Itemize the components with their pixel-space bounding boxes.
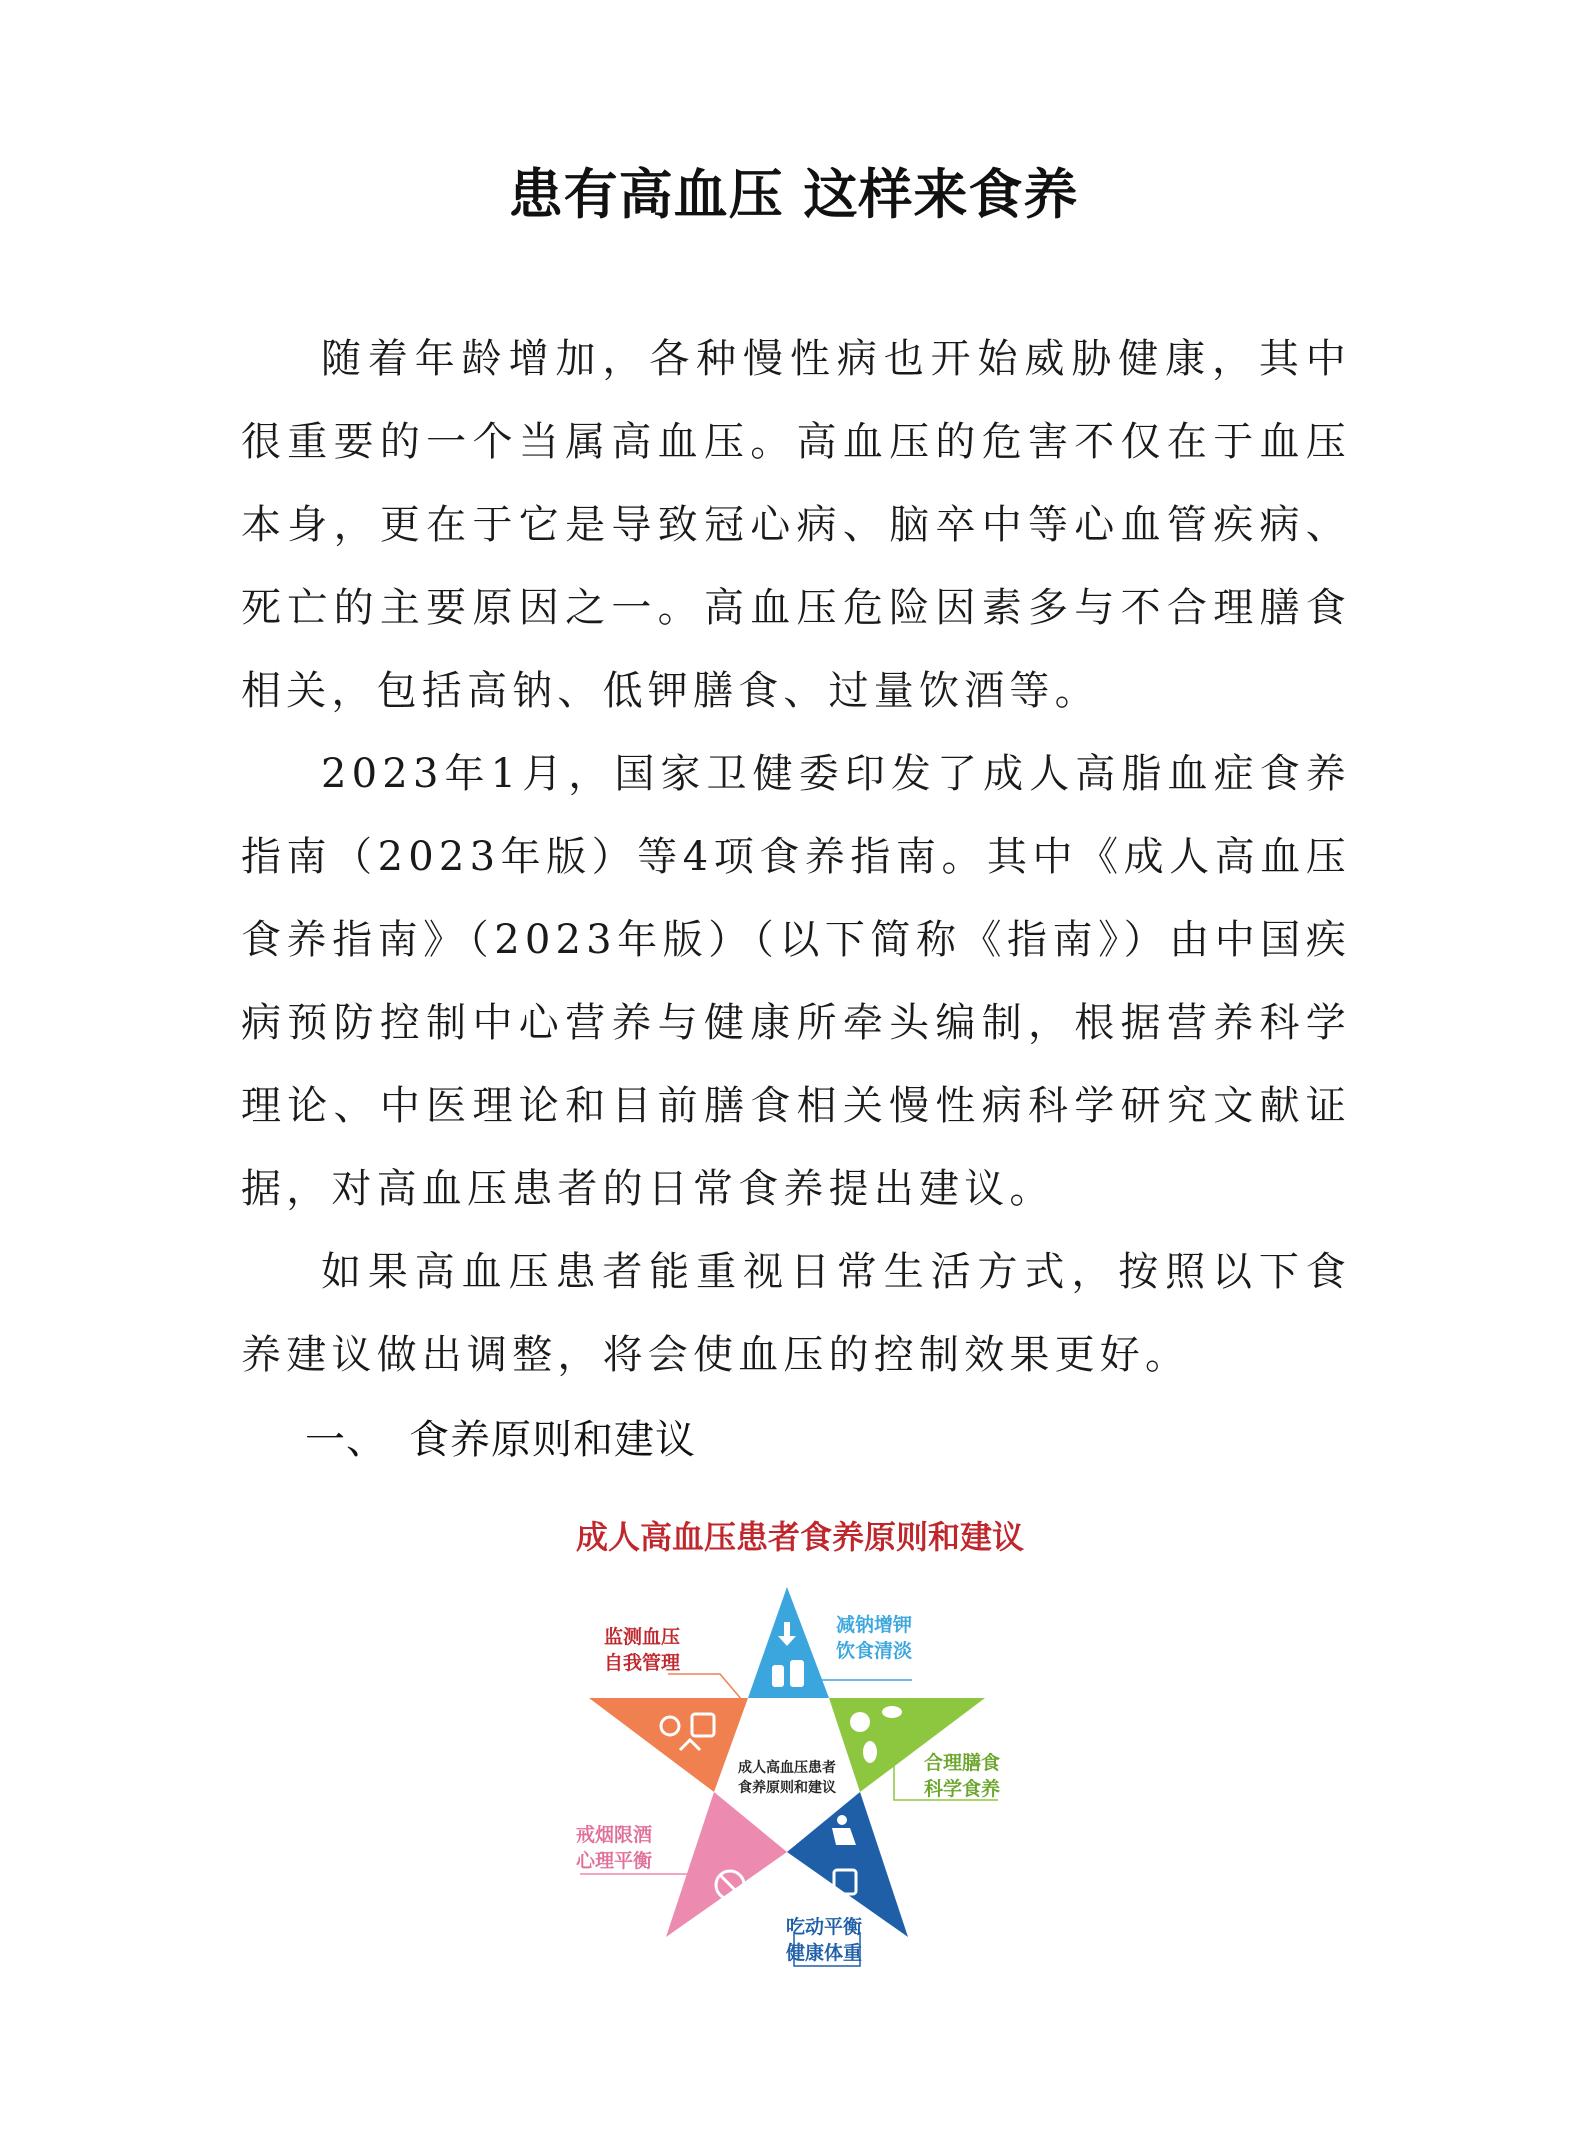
section-heading bbox=[305, 1408, 696, 1465]
callout-line bbox=[668, 1674, 742, 1700]
label-line: 心理平衡 bbox=[576, 1850, 653, 1872]
label-line: 减钠增钾 bbox=[836, 1614, 913, 1636]
label-smoking-alcohol bbox=[576, 1822, 652, 1874]
page-title: 患有高血压 这样来食养 bbox=[508, 162, 1079, 226]
label-line: 吃动平衡 bbox=[786, 1916, 863, 1938]
label-balanced-diet bbox=[924, 1750, 1000, 1802]
star-infographic bbox=[520, 1500, 1080, 2020]
label-line: 合理膳食 bbox=[924, 1752, 1001, 1774]
label-line: 自我管理 bbox=[604, 1652, 681, 1674]
figure-title: 成人高血压患者食养原则和建议 bbox=[575, 1518, 1024, 1556]
star-center-label bbox=[727, 1758, 847, 1798]
label-line: 科学食养 bbox=[924, 1778, 1001, 1800]
paragraph: 2023年1月，国家卫健委印发了成人高脂血症食养指南（2023年版）等4项食养指南。其中《成人高血压食养指南》（2023年版）（以下简称《指南》）由中国疾病预防控制中心营养与健康所牵头编制，根据营养科学理论、中医理论和目前膳食相关慢性病科学研究文献证据，对高血压患者的日常食养提出建议。 bbox=[241, 751, 1351, 1212]
star-point-left bbox=[589, 1698, 748, 1792]
label-line: 监测血压 bbox=[604, 1626, 681, 1648]
label-line: 饮食清淡 bbox=[836, 1640, 913, 1662]
paragraph: 如果高血压患者能重视日常生活方式，按照以下食养建议做出调整，将会使血压的控制效果更好。 bbox=[241, 1249, 1351, 1378]
label-line: 健康体重 bbox=[786, 1942, 863, 1964]
section-title: 食养原则和建议 bbox=[409, 1417, 696, 1463]
article-body bbox=[241, 318, 1351, 1397]
star-point-bottom-left bbox=[666, 1792, 787, 1937]
label-sodium-potassium bbox=[836, 1612, 912, 1664]
center-label-line: 食养原则和建议 bbox=[738, 1780, 836, 1796]
label-monitoring bbox=[604, 1624, 680, 1676]
center-label-line: 成人高血压患者 bbox=[738, 1760, 836, 1776]
paragraph: 随着年龄增加，各种慢性病也开始威胁健康，其中很重要的一个当属高血压。高血压的危害不仅在于血压本身，更在于它是导致冠心病、脑卒中等心血管疾病、死亡的主要原因之一。高血压危险因素多与不合理膳食相关，包括高钠、低钾膳食、过量饮酒等。 bbox=[241, 336, 1351, 714]
callout-line bbox=[818, 1680, 912, 1696]
label-line: 戒烟限酒 bbox=[576, 1824, 653, 1846]
label-weight bbox=[786, 1914, 862, 1966]
section-number: 一、 bbox=[305, 1417, 387, 1463]
